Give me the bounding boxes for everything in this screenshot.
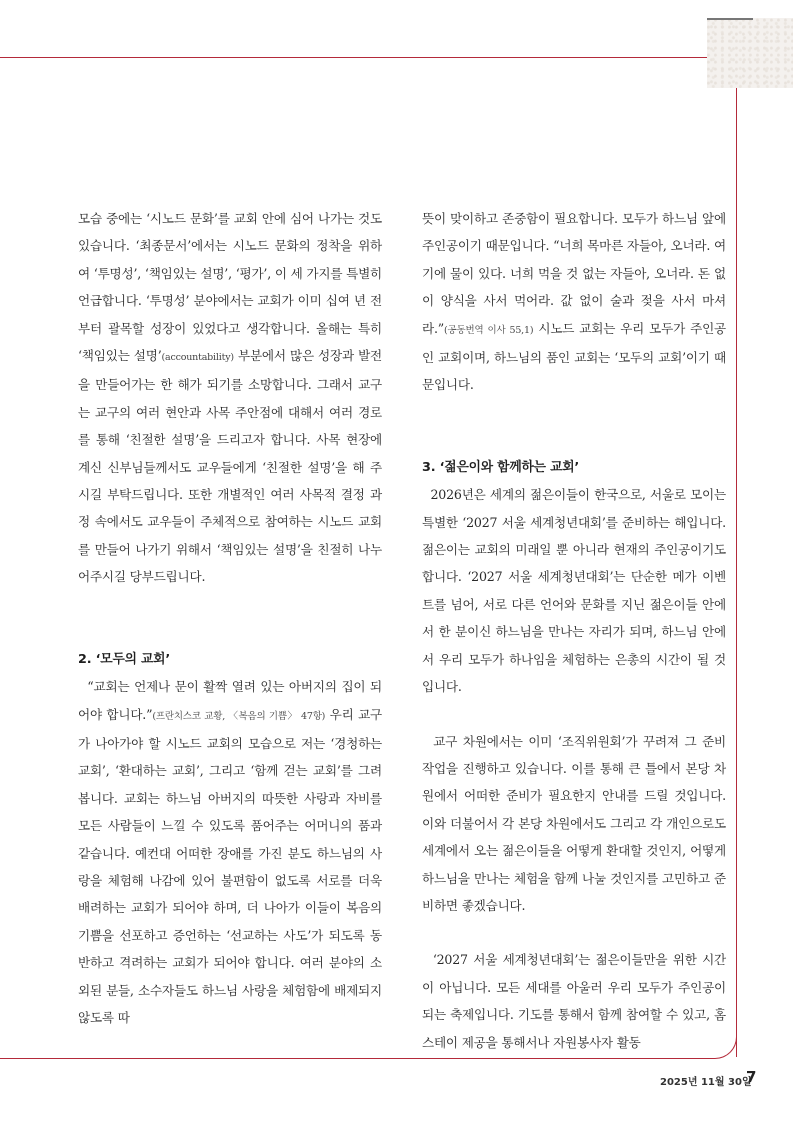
citation: (프란치스코 교황, 〈복음의 기쁨〉 47항) <box>152 710 326 722</box>
footer-date: 2025년 11월 30일 <box>660 1077 752 1088</box>
top-rule <box>0 57 736 58</box>
spacer <box>422 919 726 946</box>
right-rule <box>736 57 737 1057</box>
citation: (공동번역 이사 55,1) <box>444 324 534 336</box>
section-heading-2: 2. ‘모두의 교회’ <box>78 651 171 667</box>
citation: (accountability) <box>161 352 234 364</box>
corner-texture-decoration <box>707 18 793 88</box>
paragraph-diocese-preparation: 교구 차원에서는 이미 ‘조직위원회’가 꾸려져 그 준비 작업을 진행하고 있습니다. 이를 통해 큰 틀에서 본당 차원에서 어떠한 준비가 필요한지 안내를 드릴 것입니다. 이와 더불어서 각 본당 차원에서도 그리고 각 개인으로도 세계에서 오는 젊은이들을 어떻게 환대할 것인지, 어떻게 하느님을 만나는 체험을 함께 나눌 것인지를 고민하고 준비하면 좋겠습니다. <box>422 733 726 913</box>
spacer <box>422 701 726 728</box>
paragraph-welcome: 뜻이 맞이하고 존중함이 필요합니다. 모두가 하느님 앞에 주인공이기 때문입니다. “너희 목마른 자들아, 오너라. 여기에 물이 있다. 너희 먹을 것 없는 자들아, 오너라. 돈 없이 양식을 사서 먹어라. 값 없이 술과 젖을 사서 마셔라.”(공동번역 이사 55,1) 시노드 교회는 우리 모두가 주인공인 교회이며, 하느님의 품인 교회는 ‘모두의 교회’이기 때문입니다. <box>422 211 726 393</box>
right-column <box>422 205 726 1056</box>
page-number: 7 <box>746 1068 757 1086</box>
spacer <box>78 591 382 646</box>
section-heading-3: 3. ‘젊은이와 함께하는 교회’ <box>422 459 580 475</box>
paragraph-festival: ‘2027 서울 세계청년대회’는 젊은이들만을 위한 시간이 아닙니다. 모든 세대를 아울러 우리 모두가 주인공이 되는 축제입니다. 기도를 통해서 함께 참여할 수 있고, 홈스테이 제공을 통해서나 자원봉사자 활동 <box>422 952 727 1050</box>
left-column <box>78 205 382 1031</box>
paragraph-synod-culture: 모습 중에는 ‘시노드 문화’를 교회 안에 심어 나가는 것도 있습니다. ‘최종문서’에서는 시노드 문화의 정착을 위하여 ‘투명성’, ‘책임있는 설명’, ‘평가’, 이 세 가지를 특별히 언급합니다. ‘투명성’ 분야에서는 교회가 이미 십여 년 전부터 괄목할 성장이 있었다고 생각합니다. 올해는 특히 ‘책임있는 설명’(accountability) 부분에서 많은 성장과 발전을 만들어가는 한 해가 되기를 소망합니다. 그래서 교구는 교구의 여러 현안과 사목 주안점에 대해서 여러 경로를 통해 ‘친절한 설명’을 드리고자 합니다. 사목 현장에 계신 신부님들께서도 교우들에게 ‘친절한 설명’을 해 주시길 부탁드립니다. 또한 개별적인 여러 사목적 결정 과정 속에서도 교우들이 주체적으로 참여하는 시노드 교회를 만들어 나가기 위해서 ‘책임있는 설명’을 친절히 나누어주시길 당부드립니다. <box>78 211 382 585</box>
paragraph-world-youth-day: 2026년은 세계의 젊은이들이 한국으로, 서울로 모이는 특별한 ‘2027 서울 세계청년대회’를 준비하는 해입니다. 젊은이는 교회의 미래일 뿐 아니라 현재의 주인공이기도 합니다. ‘2027 서울 세계청년대회’는 단순한 메가 이벤트를 넘어, 서로 다른 언어와 문화를 지닌 젊은이들 안에서 한 분이신 하느님을 만나는 자리가 되며, 하느님 안에서 우리 모두가 하나임을 체험하는 은총의 시간이 될 것입니다. <box>422 487 726 695</box>
paragraph-church-for-all: “교회는 언제나 문이 활짝 열려 있는 아버지의 집이 되어야 합니다.”(프란치스코 교황, 〈복음의 기쁨〉 47항) 우리 교구가 나아가야 할 시노드 교회의 모습으로 저는 ‘경청하는 교회’, ‘환대하는 교회’, 그리고 ‘함께 걷는 교회’를 그려봅니다. 교회는 하느님 아버지의 따뜻한 사랑과 자비를 모든 사람들이 느낄 수 있도록 품어주는 어머니의 품과 같습니다. 예컨대 어떠한 장애를 가진 분도 하느님의 사랑을 체험해 나감에 있어 불편함이 없도록 서로를 더욱 배려하는 교회가 되어야 하며, 더 나아가 이들이 복음의 기쁨을 선포하고 증언하는 ‘선교하는 사도’가 되도록 동반하고 격려하는 교회가 되어야 합니다. 여러 분야의 소외된 분들, 소수자들도 하느님 사랑을 체험함에 배제되지 않도록 따 <box>78 679 383 1025</box>
spacer <box>422 399 726 454</box>
corner-bar-decoration <box>707 18 753 20</box>
